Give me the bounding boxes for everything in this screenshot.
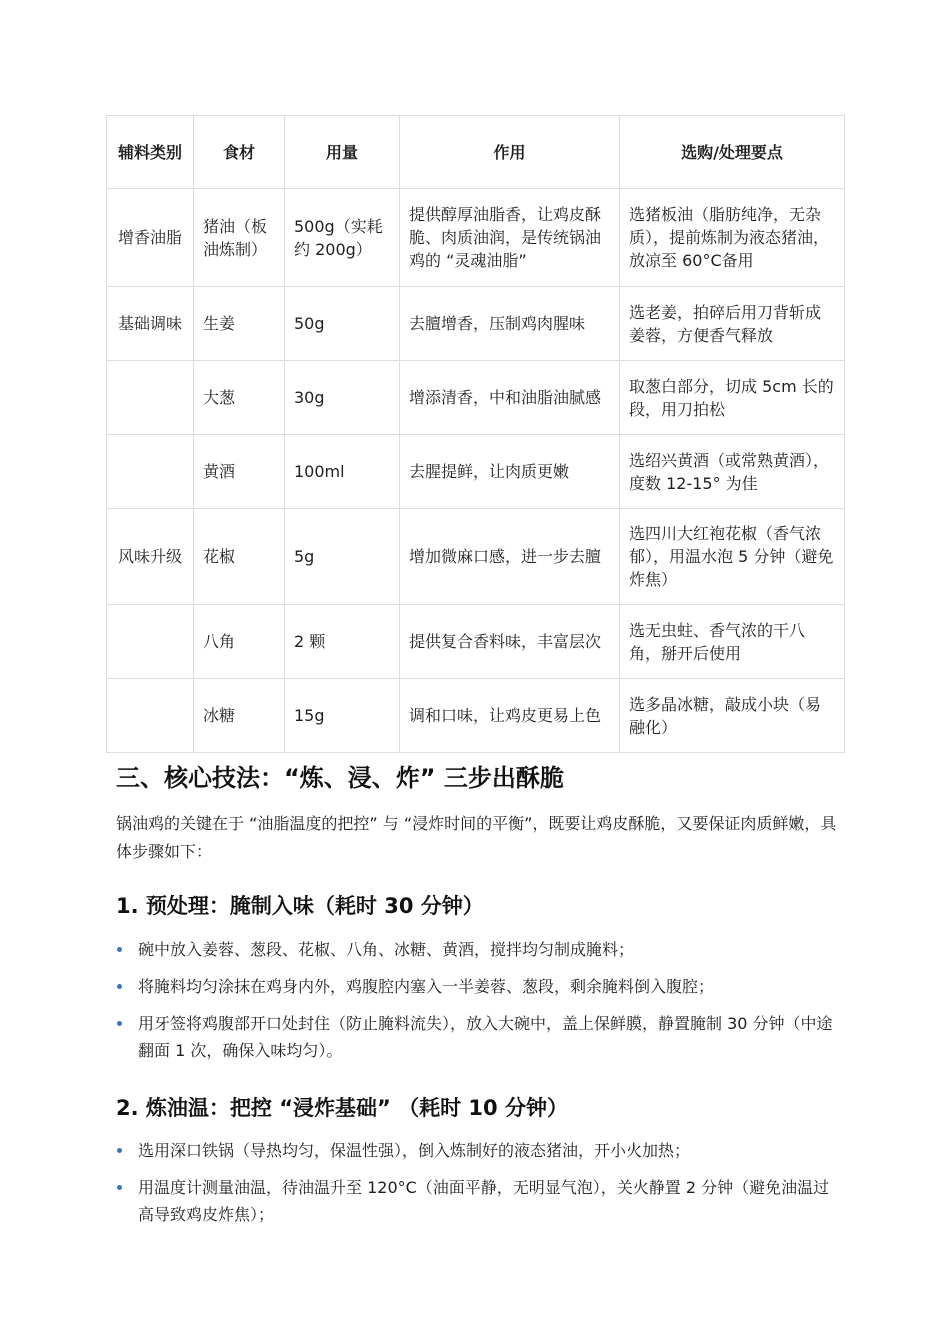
cell-function: 增添清香，中和油脂油腻感 bbox=[400, 361, 620, 435]
cell-ingredient: 八角 bbox=[194, 605, 285, 679]
step-2-list bbox=[116, 1137, 841, 1238]
bullet-icon bbox=[117, 984, 122, 989]
header-category: 辅料类别 bbox=[107, 116, 194, 189]
cell-tips: 选四川大红袍花椒（香气浓郁），用温水泡 5 分钟（避免炸焦） bbox=[620, 509, 845, 605]
cell-amount: 100ml bbox=[285, 435, 400, 509]
bullet-icon bbox=[117, 1148, 122, 1153]
table-row bbox=[107, 435, 845, 509]
section-heading: 三、核心技法：“炼、浸、炸” 三步出酥脆 bbox=[116, 764, 564, 792]
table-row bbox=[107, 509, 845, 605]
cell-category: 风味升级 bbox=[107, 509, 194, 605]
header-function: 作用 bbox=[400, 116, 620, 189]
bullet-icon bbox=[117, 1185, 122, 1190]
cell-ingredient: 花椒 bbox=[194, 509, 285, 605]
cell-function: 去膻增香，压制鸡肉腥味 bbox=[400, 287, 620, 361]
cell-amount: 500g（实耗约 200g） bbox=[285, 189, 400, 287]
cell-amount: 2 颗 bbox=[285, 605, 400, 679]
table-row bbox=[107, 679, 845, 753]
cell-amount: 30g bbox=[285, 361, 400, 435]
table-row bbox=[107, 287, 845, 361]
list-item bbox=[116, 936, 841, 963]
cell-category bbox=[107, 361, 194, 435]
bullet-icon bbox=[117, 947, 122, 952]
cell-tips: 选老姜，拍碎后用刀背斩成姜蓉，方便香气释放 bbox=[620, 287, 845, 361]
cell-function: 调和口味，让鸡皮更易上色 bbox=[400, 679, 620, 753]
cell-tips: 选绍兴黄酒（或常熟黄酒），度数 12-15° 为佳 bbox=[620, 435, 845, 509]
ingredients-table bbox=[106, 115, 845, 753]
table-row bbox=[107, 189, 845, 287]
cell-ingredient: 大葱 bbox=[194, 361, 285, 435]
cell-category bbox=[107, 605, 194, 679]
cell-tips: 选无虫蛀、香气浓的干八角，掰开后使用 bbox=[620, 605, 845, 679]
cell-function: 提供醇厚油脂香，让鸡皮酥脆、肉质油润，是传统锅油鸡的 “灵魂油脂” bbox=[400, 189, 620, 287]
header-tips: 选购/处理要点 bbox=[620, 116, 845, 189]
list-item-text: 用牙签将鸡腹部开口处封住（防止腌料流失），放入大碗中，盖上保鲜膜，静置腌制 30 分钟（中途翻面 1 次，确保入味均匀）。 bbox=[138, 1014, 833, 1060]
list-item-text: 选用深口铁锅（导热均匀，保温性强），倒入炼制好的液态猪油，开小火加热； bbox=[138, 1141, 691, 1160]
table-row bbox=[107, 605, 845, 679]
cell-category: 基础调味 bbox=[107, 287, 194, 361]
header-amount: 用量 bbox=[285, 116, 400, 189]
cell-ingredient: 冰糖 bbox=[194, 679, 285, 753]
bullet-icon bbox=[117, 1021, 122, 1026]
list-item bbox=[116, 1174, 841, 1228]
list-item bbox=[116, 973, 841, 1000]
list-item-text: 将腌料均匀涂抹在鸡身内外，鸡腹腔内塞入一半姜蓉、葱段，剩余腌料倒入腹腔； bbox=[138, 977, 715, 996]
cell-function: 去腥提鲜，让肉质更嫩 bbox=[400, 435, 620, 509]
cell-tips: 选猪板油（脂肪纯净，无杂质），提前炼制为液态猪油，放凉至 60°C备用 bbox=[620, 189, 845, 287]
cell-category: 增香油脂 bbox=[107, 189, 194, 287]
cell-amount: 15g bbox=[285, 679, 400, 753]
cell-function: 提供复合香料味，丰富层次 bbox=[400, 605, 620, 679]
step-2-heading: 2. 炼油温：把控 “浸炸基础” （耗时 10 分钟） bbox=[116, 1096, 568, 1120]
cell-ingredient: 黄酒 bbox=[194, 435, 285, 509]
list-item-text: 碗中放入姜蓉、葱段、花椒、八角、冰糖、黄酒，搅拌均匀制成腌料； bbox=[138, 940, 635, 959]
cell-ingredient: 猪油（板油炼制） bbox=[194, 189, 285, 287]
cell-function: 增加微麻口感，进一步去膻 bbox=[400, 509, 620, 605]
cell-amount: 5g bbox=[285, 509, 400, 605]
table-row bbox=[107, 361, 845, 435]
cell-category bbox=[107, 435, 194, 509]
cell-ingredient: 生姜 bbox=[194, 287, 285, 361]
step-1-list bbox=[116, 936, 841, 1074]
header-ingredient: 食材 bbox=[194, 116, 285, 189]
step-1-heading: 1. 预处理：腌制入味（耗时 30 分钟） bbox=[116, 894, 484, 918]
list-item-text: 用温度计测量油温，待油温升至 120°C（油面平静，无明显气泡），关火静置 2 分钟（避免油温过高导致鸡皮炸焦）； bbox=[138, 1178, 830, 1224]
cell-amount: 50g bbox=[285, 287, 400, 361]
cell-tips: 选多晶冰糖，敲成小块（易融化） bbox=[620, 679, 845, 753]
list-item bbox=[116, 1010, 841, 1064]
list-item bbox=[116, 1137, 841, 1164]
cell-category bbox=[107, 679, 194, 753]
cell-tips: 取葱白部分，切成 5cm 长的段，用刀拍松 bbox=[620, 361, 845, 435]
table-header-row bbox=[107, 116, 845, 189]
section-intro: 锅油鸡的关键在于 “油脂温度的把控” 与 “浸炸时间的平衡”，既要让鸡皮酥脆，又要保证肉质鲜嫩，具体步骤如下： bbox=[116, 814, 837, 861]
